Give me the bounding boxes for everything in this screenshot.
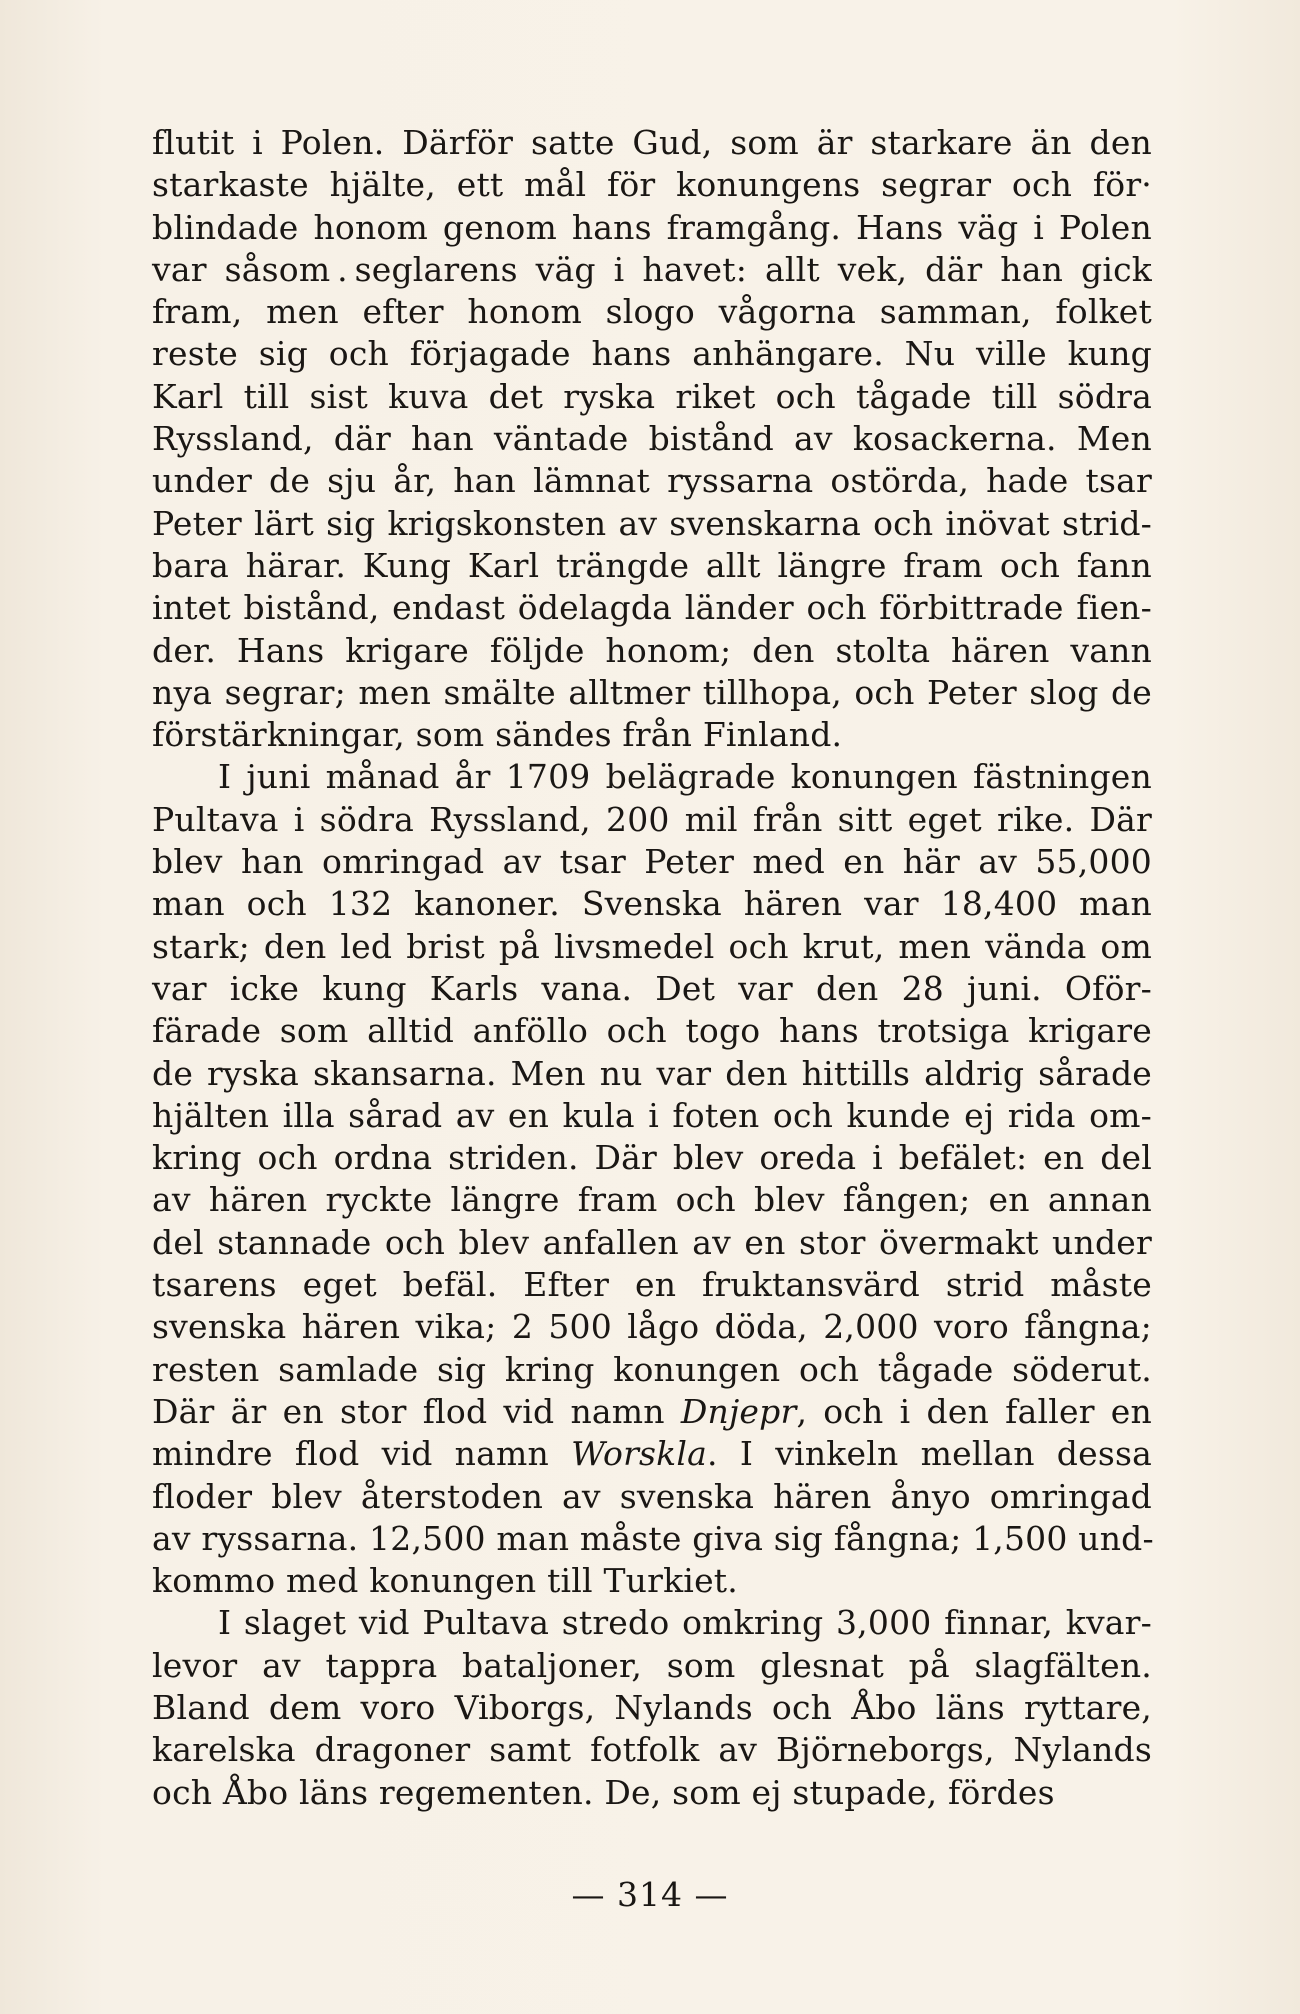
text-line: de ryska skansarna. Men nu var den hittills aldrig sårade <box>152 1053 1152 1093</box>
text-line: Karl till sist kuva det ryska riket och tågade till södra <box>152 376 1152 416</box>
text-line: del stannade och blev anfallen av en stor övermakt under <box>152 1222 1152 1262</box>
text-line: stark; den led brist på livsmedel och krut, men vända om <box>152 926 1152 966</box>
text-line: under de sju år, han lämnat ryssarna ostörda, hade tsar <box>152 461 1152 501</box>
text-line: Bland dem voro Viborgs, Nylands och Åbo läns ryttare, <box>152 1687 1152 1727</box>
text-line: förstärkningar, som sändes från Finland. <box>152 715 843 755</box>
text-line: karelska dragoner samt fotfolk av Björneborgs, Nylands <box>152 1730 1152 1770</box>
text-line: Ryssland, där han väntade bistånd av kosackerna. Men <box>152 419 1152 459</box>
text-line: var såsom . seglarens väg i havet: allt vek, där han gick <box>152 249 1152 289</box>
text-line: I juni månad år 1709 belägrade konungen fästningen <box>218 757 1152 797</box>
text-line: av ryssarna. 12,500 man måste giva sig fångna; 1,500 und- <box>152 1518 1154 1558</box>
text-line: starkaste hjälte, ett mål för konungens segrar och för· <box>152 165 1152 205</box>
text-line: floder blev återstoden av svenska hären ånyo omringad <box>152 1476 1152 1516</box>
text-line: flutit i Polen. Därför satte Gud, som är starkare än den <box>152 123 1152 162</box>
text-line: kommo med konungen till Turkiet. <box>152 1561 738 1601</box>
text-line: färade som alltid anföllo och togo hans trotsiga krigare <box>152 1011 1152 1051</box>
text-line: levor av tappra bataljoner, som glesnat på slagfälten. <box>152 1645 1152 1685</box>
text-line: hjälten illa sårad av en kula i foten och kunde ej rida om- <box>152 1095 1152 1135</box>
text-line: intet bistånd, endast ödelagda länder och förbittrade fien- <box>152 588 1152 628</box>
page-number: — 314 — <box>571 1875 729 1914</box>
text-line: man och 132 kanoner. Svenska hären var 18,400 man <box>152 884 1152 924</box>
text-line: der. Hans krigare följde honom; den stolta hären vann <box>152 630 1152 670</box>
text-line: Där är en stor flod vid namn Dnjepr, och i den faller en <box>152 1391 1152 1431</box>
text-line: I slaget vid Pultava stredo omkring 3,000 finnar, kvar- <box>218 1603 1152 1643</box>
text-line: Peter lärt sig krigskonsten av svenskarna och inövat strid- <box>152 503 1152 543</box>
text-line: var icke kung Karls vana. Det var den 28 juni. Oför- <box>152 968 1152 1008</box>
text-line: Pultava i södra Ryssland, 200 mil från sitt eget rike. Där <box>152 799 1152 839</box>
text-line: nya segrar; men smälte alltmer tillhopa, och Peter slog de <box>152 672 1152 712</box>
text-line: kring och ordna striden. Där blev oreda i befälet: en del <box>152 1138 1152 1178</box>
text-line: reste sig och förjagade hans anhängare. Nu ville kung <box>152 334 1152 374</box>
text-line: resten samlade sig kring konungen och tågade söderut. <box>152 1349 1152 1389</box>
text-line: blev han omringad av tsar Peter med en här av 55,000 <box>152 842 1152 882</box>
text-line: fram, men efter honom slogo vågorna samman, folket <box>152 292 1152 332</box>
text-line: bara härar. Kung Karl trängde allt längre fram och fann <box>152 545 1152 585</box>
body-text <box>152 122 1152 1814</box>
text-line: blindade honom genom hans framgång. Hans väg i Polen <box>152 207 1152 247</box>
text-line: av hären ryckte längre fram och blev fången; en annan <box>152 1180 1152 1220</box>
text-line: tsarens eget befäl. Efter en fruktansvärd strid måste <box>152 1265 1152 1305</box>
text-line: svenska hären vika; 2 500 lågo döda, 2,000 voro fångna; <box>152 1307 1152 1347</box>
text-line: mindre flod vid namn Worskla. I vinkeln mellan dessa <box>152 1434 1153 1474</box>
text-line: och Åbo läns regementen. De, som ej stupade, fördes <box>152 1772 1055 1812</box>
